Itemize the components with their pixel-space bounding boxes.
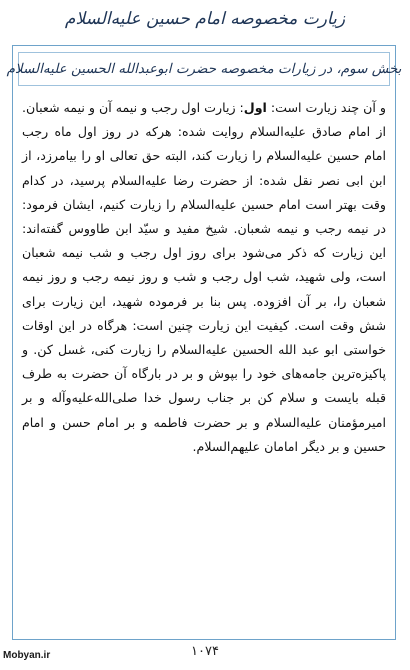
body-term: اول	[243, 100, 267, 115]
body-text	[22, 96, 386, 459]
page-header-title: زیارت مخصوصه امام حسین علیه‌السلام	[64, 9, 346, 29]
section-banner	[6, 52, 402, 86]
content-frame	[6, 45, 402, 640]
body-paragraph	[22, 96, 386, 459]
body-main-text: : زیارت اول رجب و نیمه آن و نیمه شعبان. از امام صادق علیه‌السلام روایت شده: هرکه در روز اول ماه رجب امام حسین علیه‌السلام را زیارت کند، البته حق تعالی او را بیامرزد، از ابن ابی نصر نقل شده: از حضرت رضا علیه‌السلام پرسید، در کدام وقت بهتر است امام حسین علیه‌السلام را زیارت کنیم، ایشان فرمود: در نیمه رجب و نیمه شعبان. شیخ مفید و سیّد ابن طاووس گفته‌اند: این زیارت که ذکر می‌شود برای روز اول رجب و شب نیمه شعبان است، ولی شهید، شب اول رجب و شب و روز نیمه رجب و روز نیمه شعبان را، بر آن افزوده. پس بنا بر فرموده شهید، این زیارت برای شش وقت است. کیفیت این زیارت چنین است: هرگاه در این اوقات خواستی ابو عبد الله الحسین علیه‌السلام را زیارت کنی، غسل کن. و پاکیزه‌ترین جامه‌های خود را بپوش و بر در بارگاه آن حضرت به طرف قبله بایست و سلام کن بر جناب رسول خدا صلی‌الله‌علیه‌وآله و بر امیرمؤمنان علیه‌السلام و بر حضرت فاطمه و بر امام حسن و امام حسین و بر دیگر امامان علیهم‌السلام.	[22, 100, 386, 454]
body-intro: و آن چند زیارت است:	[266, 100, 386, 115]
page-header	[0, 0, 410, 48]
site-watermark: Mobyan.ir	[3, 650, 51, 661]
page-number: ۱۰۷۴	[191, 644, 219, 659]
section-title: بخش سوم، در زیارات مخصوصه حضرت ابوعبدالله الحسین علیه‌السلام	[6, 61, 402, 77]
